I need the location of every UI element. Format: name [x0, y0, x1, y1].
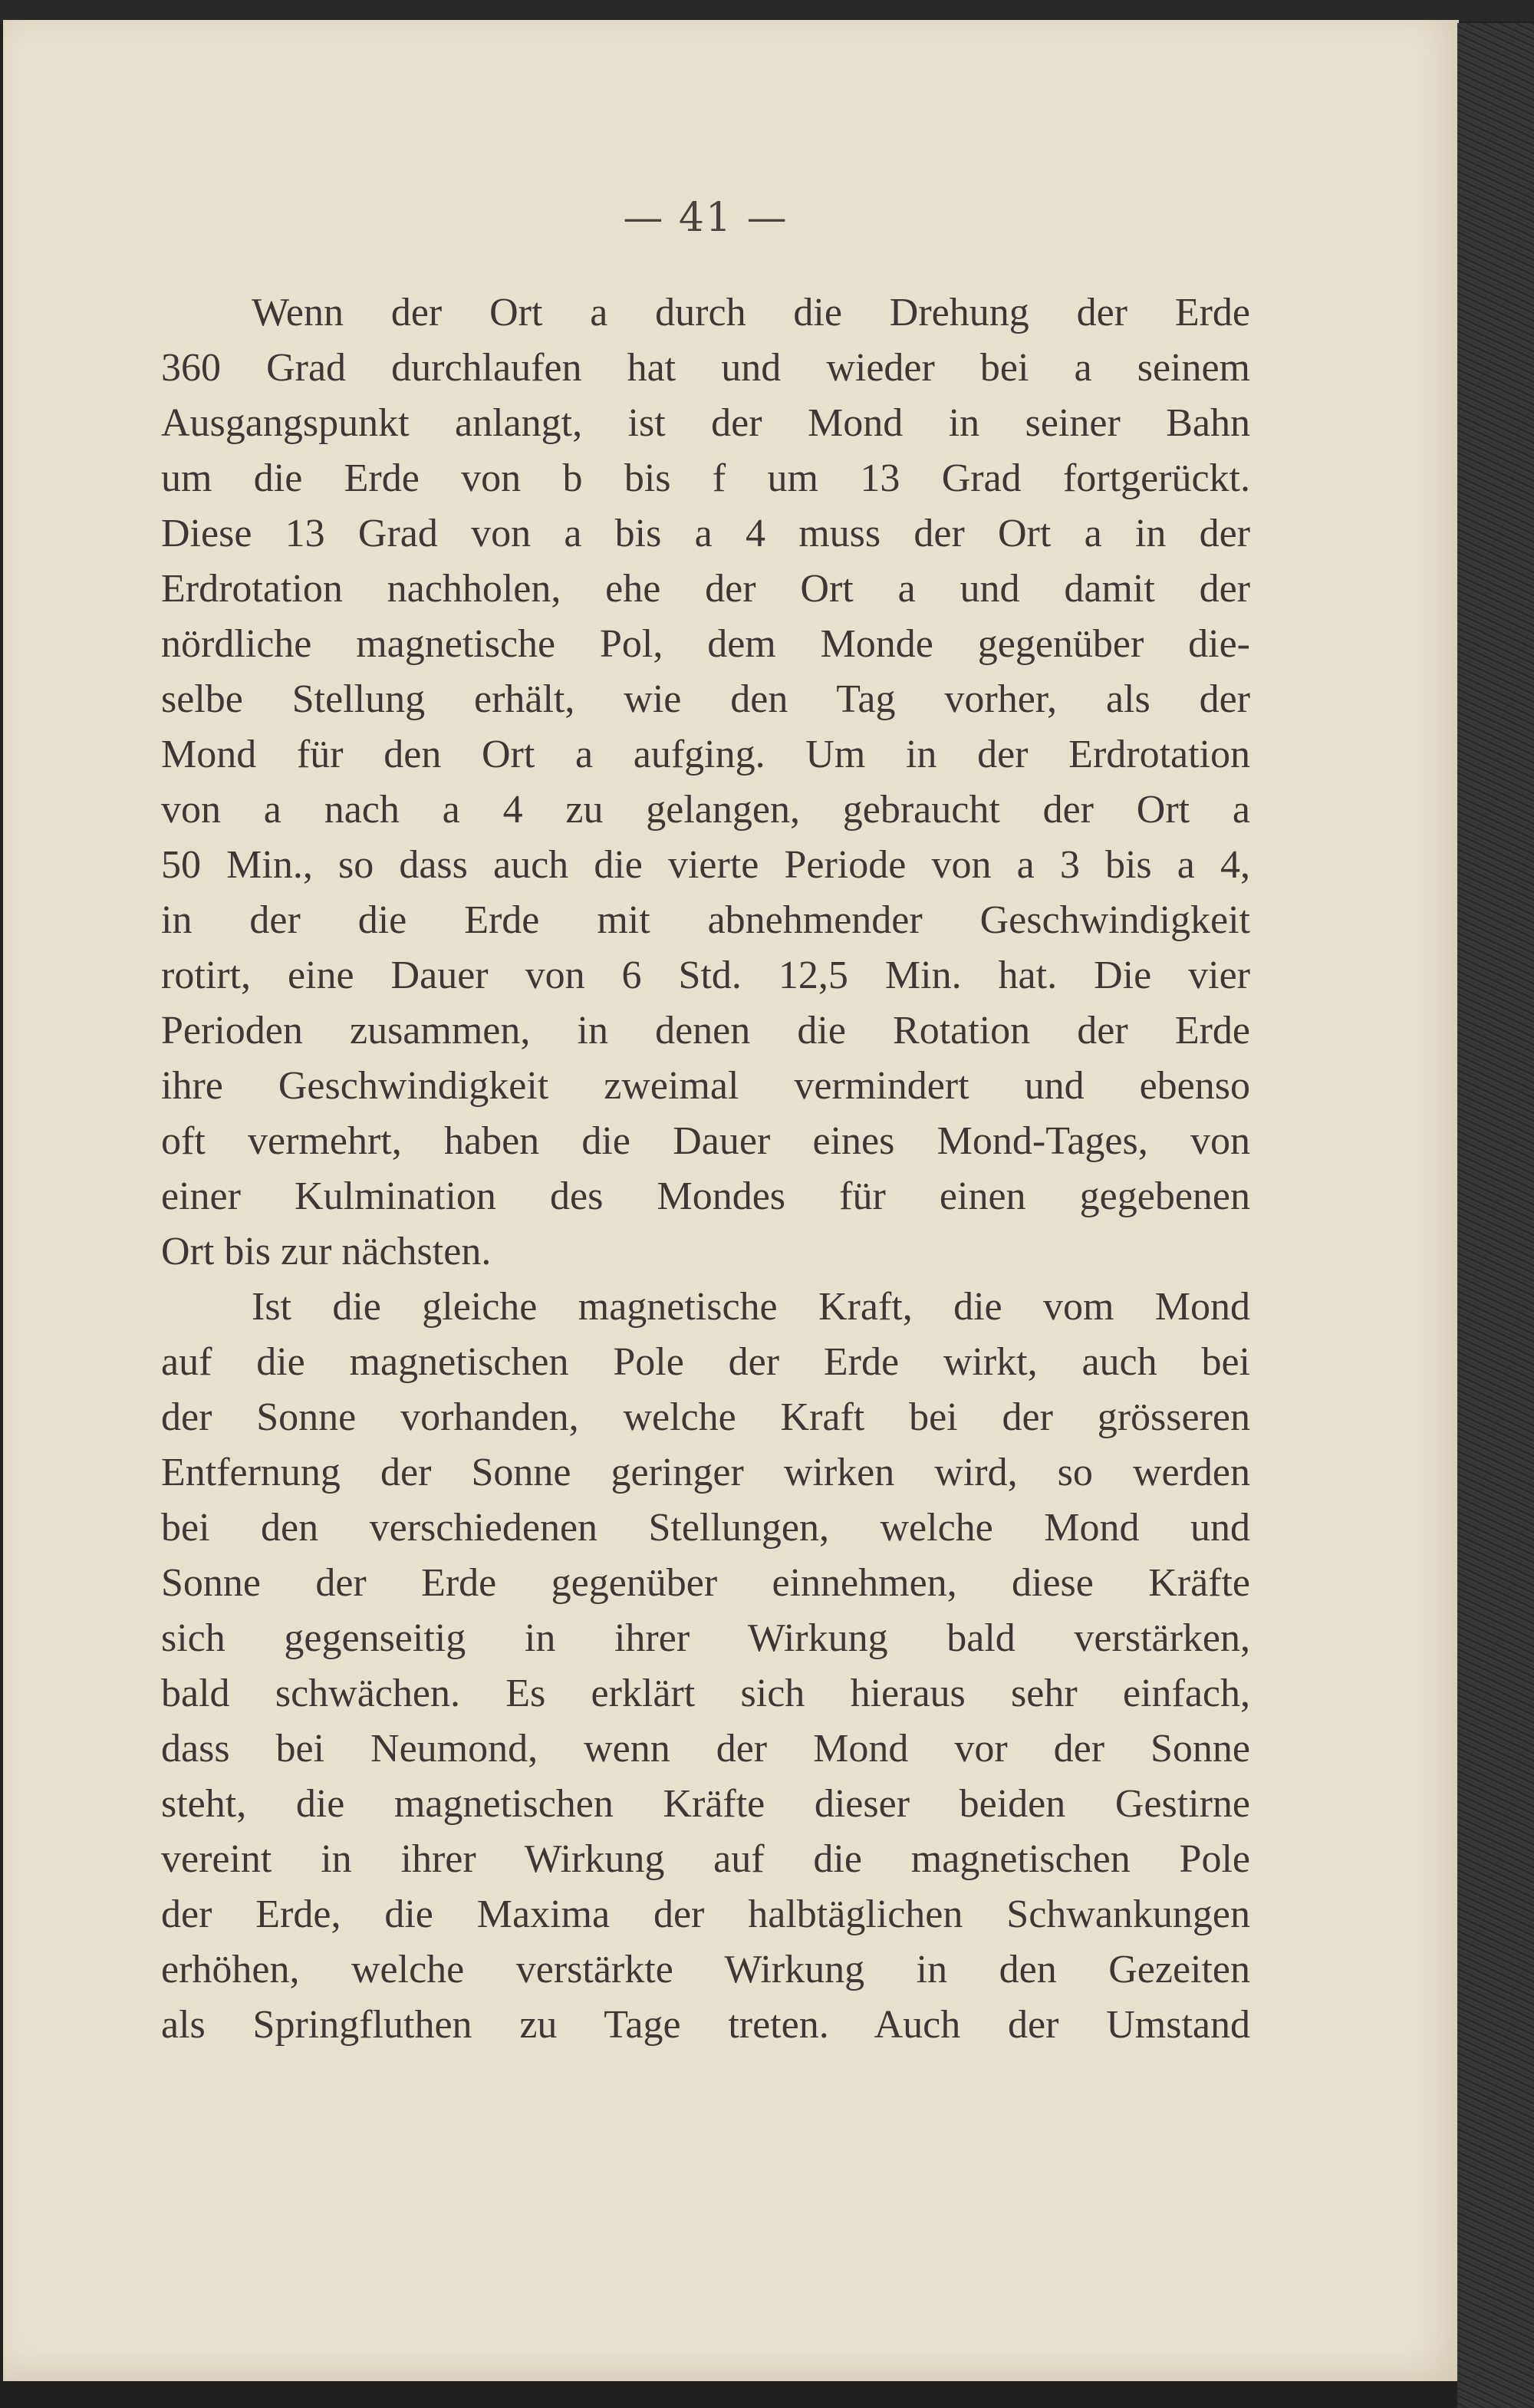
scan-top-border: [0, 0, 1534, 21]
book-binding: [1457, 23, 1534, 2408]
text-line: 360 Grad durchlaufen hat und wieder bei a seinem: [161, 346, 1250, 390]
text-line: sich gegenseitig in ihrer Wirkung bald verstärken,: [161, 1616, 1250, 1660]
text-line: Ist die gleiche magnetische Kraft, die vom Mond: [252, 1285, 1250, 1329]
text-line: dass bei Neumond, wenn der Mond vor der Sonne: [161, 1727, 1250, 1771]
text-line: von a nach a 4 zu gelangen, gebraucht der Ort a: [161, 788, 1250, 832]
text-line: auf die magnetischen Pole der Erde wirkt, auch bei: [161, 1340, 1250, 1384]
text-line: in der die Erde mit abnehmender Geschwindigkeit: [161, 898, 1250, 942]
text-line: bald schwächen. Es erklärt sich hieraus sehr einfach,: [161, 1672, 1250, 1715]
text-line: Wenn der Ort a durch die Drehung der Erde: [252, 291, 1250, 334]
text-line: um die Erde von b bis f um 13 Grad fortgerückt.: [161, 456, 1250, 500]
text-line: der Sonne vorhanden, welche Kraft bei der grösseren: [161, 1395, 1250, 1439]
text-line: ihre Geschwindigkeit zweimal vermindert und ebenso: [161, 1064, 1250, 1108]
page-number: — 41 —: [623, 195, 788, 241]
text-line: nördliche magnetische Pol, dem Monde gegenüber die-: [161, 622, 1250, 666]
text-line: 50 Min., so dass auch die vierte Periode von a 3 bis a 4,: [161, 843, 1250, 887]
text-line: Erdrotation nachholen, ehe der Ort a und damit der: [161, 567, 1250, 611]
text-line: steht, die magnetischen Kräfte dieser beiden Gestirne: [161, 1782, 1250, 1826]
text-line: Entfernung der Sonne geringer wirken wird, so werden: [161, 1451, 1250, 1494]
text-line: oft vermehrt, haben die Dauer eines Mond-Tages, von: [161, 1119, 1250, 1163]
text-line: Ort bis zur nächsten.: [161, 1230, 492, 1273]
text-line: Diese 13 Grad von a bis a 4 muss der Ort a in der: [161, 512, 1250, 555]
text-line: einer Kulmination des Mondes für einen gegebenen: [161, 1174, 1250, 1218]
text-line: Mond für den Ort a aufging. Um in der Erdrotation: [161, 733, 1250, 776]
text-line: Ausgangspunkt anlangt, ist der Mond in seiner Bahn: [161, 401, 1250, 445]
text-line: Sonne der Erde gegenüber einnehmen, diese Kräfte: [161, 1561, 1250, 1605]
text-line: rotirt, eine Dauer von 6 Std. 12,5 Min. hat. Die vier: [161, 954, 1250, 997]
text-line: vereint in ihrer Wirkung auf die magnetischen Pole: [161, 1837, 1250, 1881]
text-line: der Erde, die Maxima der halbtäglichen Schwankungen: [161, 1892, 1250, 1936]
text-line: als Springfluthen zu Tage treten. Auch der Umstand: [161, 2003, 1250, 2047]
text-line: bei den verschiedenen Stellungen, welche Mond und: [161, 1506, 1250, 1550]
text-line: selbe Stellung erhält, wie den Tag vorher, als der: [161, 677, 1250, 721]
body-text: [161, 285, 1250, 2053]
text-line: erhöhen, welche verstärkte Wirkung in den Gezeiten: [161, 1948, 1250, 1991]
text-line: Perioden zusammen, in denen die Rotation der Erde: [161, 1009, 1250, 1052]
